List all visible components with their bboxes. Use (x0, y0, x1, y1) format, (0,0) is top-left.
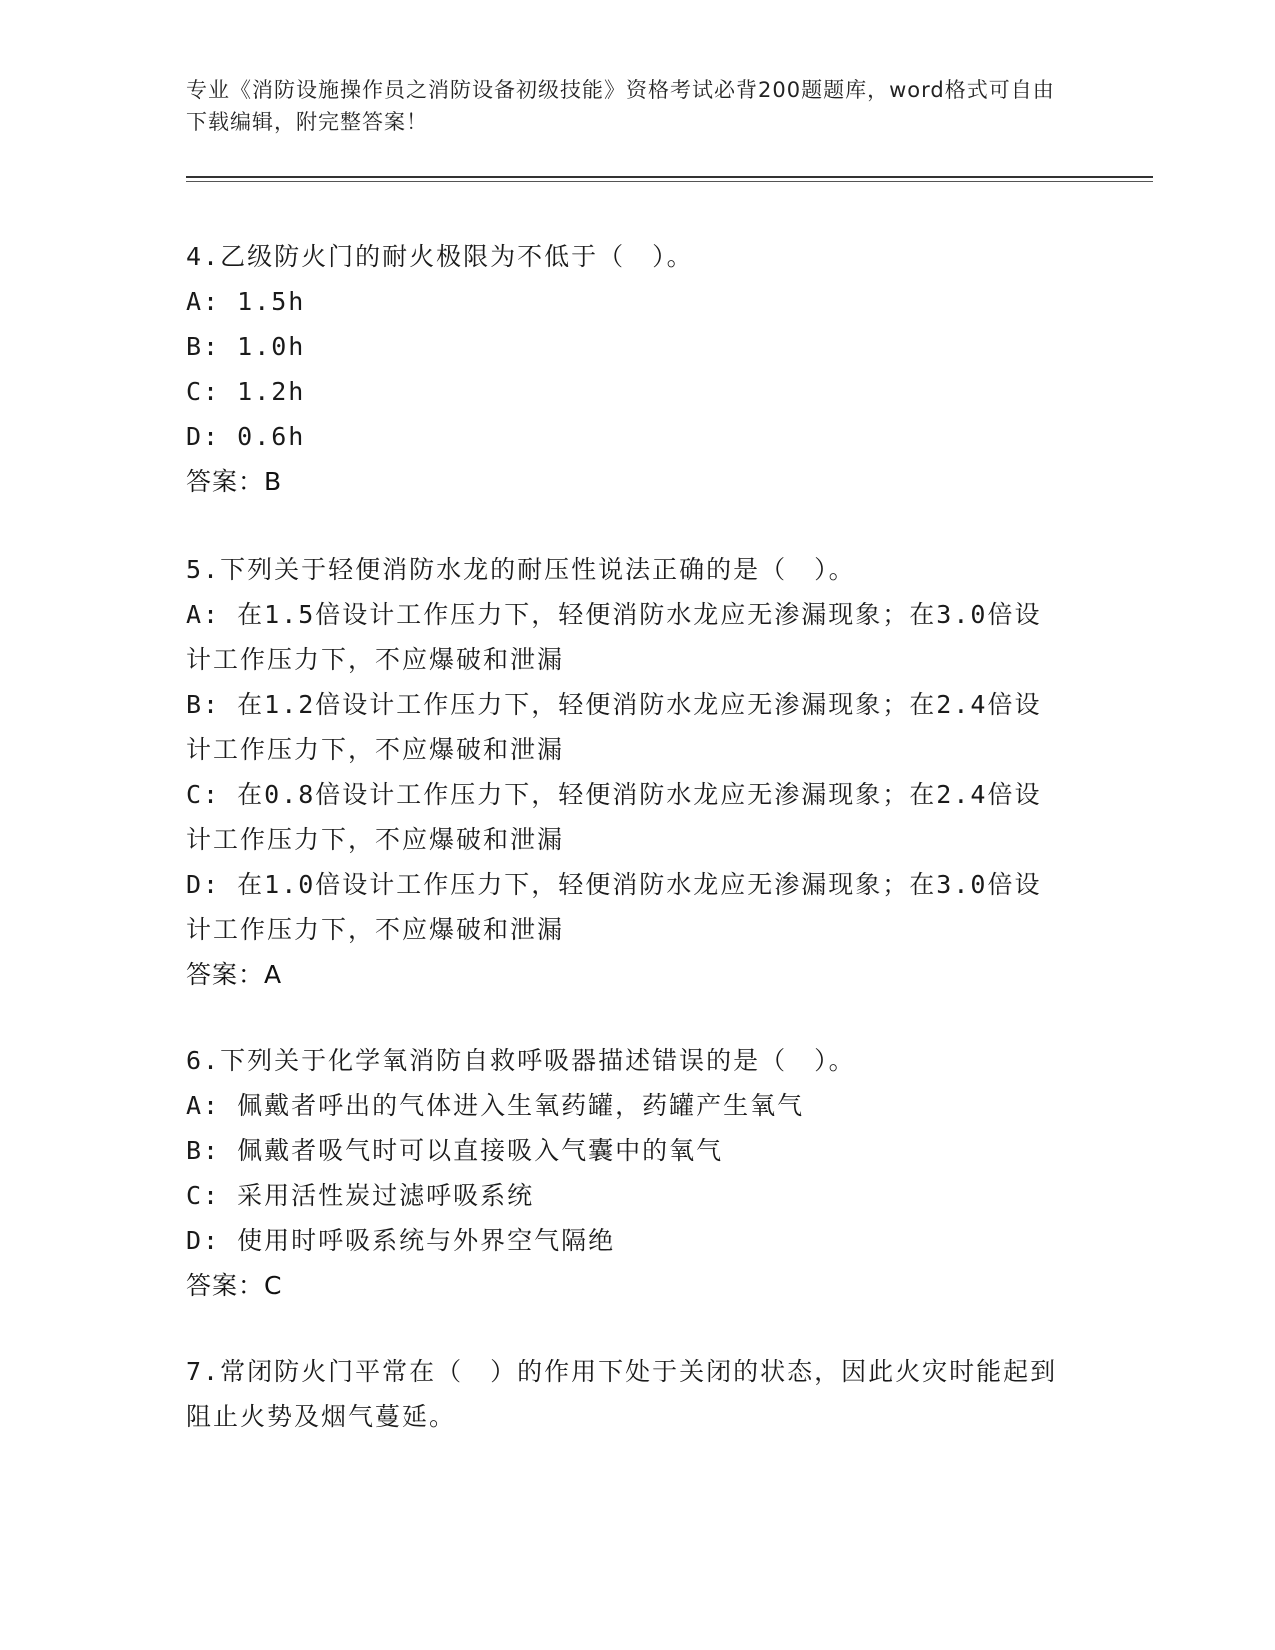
option-d: D: 在1.0倍设计工作压力下，轻便消防水龙应无渗漏现象；在3.0倍设计工作压力下，不应爆破和泄漏 (186, 870, 1042, 944)
option-c: C: 在0.8倍设计工作压力下，轻便消防水龙应无渗漏现象；在2.4倍设计工作压力下，不应爆破和泄漏 (186, 780, 1042, 854)
question-stem: 6.下列关于化学氧消防自救呼吸器描述错误的是（ ）。 (186, 1046, 856, 1075)
question-list (186, 234, 1066, 1479)
option-b: B: 1.0h (186, 332, 306, 361)
question-6 (186, 1038, 1066, 1309)
question-stem: 7.常闭防火门平常在（ ）的作用下处于关闭的状态，因此火灾时能起到阻止火势及烟气蔓延。 (186, 1357, 1058, 1431)
question-4 (186, 234, 1066, 505)
answer-key: 答案：B (186, 467, 283, 496)
question-stem: 5.下列关于轻便消防水龙的耐压性说法正确的是（ ）。 (186, 555, 856, 584)
option-a: A: 佩戴者呼出的气体进入生氧药罐，药罐产生氧气 (186, 1091, 805, 1120)
answer-key: 答案：A (186, 960, 283, 989)
option-a: A: 1.5h (186, 287, 306, 316)
question-7 (186, 1349, 1066, 1439)
document-header: 专业《消防设施操作员之消防设备初级技能》资格考试必背200题题库，word格式可自由下载编辑，附完整答案！ (186, 78, 1055, 134)
question-stem: 4.乙级防火门的耐火极限为不低于（ ）。 (186, 242, 694, 271)
header-divider-thin (186, 181, 1153, 182)
option-a: A: 在1.5倍设计工作压力下，轻便消防水龙应无渗漏现象；在3.0倍设计工作压力下，不应爆破和泄漏 (186, 600, 1042, 674)
question-5 (186, 547, 1066, 998)
header-divider-thick (186, 176, 1153, 178)
answer-key: 答案：C (186, 1271, 283, 1300)
option-c: C: 采用活性炭过滤呼吸系统 (186, 1181, 535, 1210)
option-d: D: 使用时呼吸系统与外界空气隔绝 (186, 1226, 616, 1255)
option-d: D: 0.6h (186, 422, 306, 451)
option-b: B: 佩戴者吸气时可以直接吸入气囊中的氧气 (186, 1136, 724, 1165)
option-c: C: 1.2h (186, 377, 306, 406)
option-b: B: 在1.2倍设计工作压力下，轻便消防水龙应无渗漏现象；在2.4倍设计工作压力下，不应爆破和泄漏 (186, 690, 1042, 764)
